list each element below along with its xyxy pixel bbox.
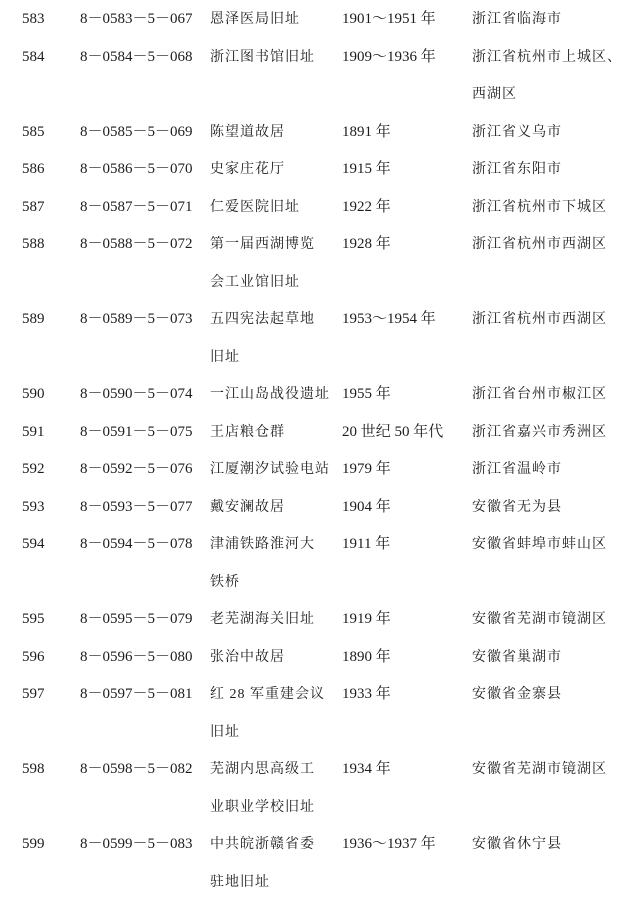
location-line: 安徽省蚌埠市蚌山区 [472, 537, 607, 552]
row-number: 597 [22, 686, 45, 702]
table-row [22, 39, 640, 114]
location-line: 浙江省台州市椒江区 [472, 387, 607, 402]
location [472, 414, 640, 452]
site-name-line: 一江山岛战役遗址 [210, 387, 330, 402]
site-name [210, 414, 342, 452]
location-line: 安徽省金寨县 [472, 687, 562, 702]
location-line: 浙江省杭州市下城区 [472, 199, 607, 215]
location [472, 489, 640, 527]
table-row [22, 601, 640, 639]
site-name-line: 中共皖浙赣省委 [210, 837, 315, 852]
site-name [210, 751, 342, 826]
site-name-line: 旧址 [210, 724, 240, 740]
period: 1909～1936 年 [342, 48, 436, 65]
table-row [22, 451, 640, 489]
heritage-code: 8－0596－5－080 [80, 648, 193, 665]
heritage-code: 8－0590－5－074 [80, 386, 193, 402]
table-row [22, 826, 640, 901]
period: 1955 年 [342, 386, 391, 402]
heritage-code: 8－0599－5－083 [80, 836, 193, 852]
period: 1919 年 [342, 611, 391, 627]
location-line: 浙江省东阳市 [472, 162, 562, 177]
location-line: 浙江省杭州市西湖区 [472, 312, 607, 327]
site-name [210, 601, 342, 639]
period: 1890 年 [342, 648, 391, 665]
period: 1934 年 [342, 761, 391, 777]
location-line: 浙江省临海市 [472, 12, 562, 27]
location [472, 751, 640, 826]
location-line: 浙江省温岭市 [472, 462, 562, 477]
row-number: 598 [22, 761, 45, 777]
location [472, 826, 640, 901]
site-name-line: 红 28 军重建会议 [210, 687, 325, 702]
site-name-line: 铁桥 [210, 574, 240, 590]
period: 1915 年 [342, 161, 391, 177]
site-name [210, 376, 342, 414]
site-name-line: 芜湖内思高级工 [210, 762, 315, 777]
location [472, 601, 640, 639]
site-name [210, 151, 342, 189]
location [472, 451, 640, 489]
location-line: 浙江省杭州市上城区、 [472, 49, 622, 65]
location [472, 39, 640, 114]
heritage-code: 8－0584－5－068 [80, 48, 193, 65]
heritage-code: 8－0593－5－077 [80, 498, 193, 515]
site-name-line: 老芜湖海关旧址 [210, 612, 315, 627]
site-name-line: 仁爱医院旧址 [210, 199, 300, 215]
heritage-code: 8－0588－5－072 [80, 236, 193, 252]
site-name [210, 451, 342, 489]
table-row [22, 676, 640, 751]
site-name [210, 39, 342, 114]
site-name-line: 戴安澜故居 [210, 499, 285, 515]
site-name-line: 王店粮仓群 [210, 424, 285, 440]
heritage-code: 8－0591－5－075 [80, 423, 193, 440]
location-line: 西湖区 [472, 87, 517, 102]
location [472, 114, 640, 152]
row-number: 591 [22, 423, 45, 440]
site-name [210, 301, 342, 376]
period: 20 世纪 50 年代 [342, 423, 444, 440]
location [472, 526, 640, 601]
period: 1922 年 [342, 198, 391, 215]
heritage-code: 8－0595－5－079 [80, 611, 193, 627]
table-row [22, 226, 640, 301]
location-line: 浙江省嘉兴市秀洲区 [472, 424, 607, 440]
row-number: 586 [22, 161, 45, 177]
heritage-code: 8－0598－5－082 [80, 761, 193, 777]
table-row [22, 639, 640, 677]
site-name-line: 业职业学校旧址 [210, 799, 315, 815]
site-name [210, 1, 342, 39]
site-name-line: 驻地旧址 [210, 874, 270, 890]
row-number: 587 [22, 198, 45, 215]
site-name [210, 526, 342, 601]
site-name [210, 189, 342, 227]
row-number: 595 [22, 611, 45, 627]
row-number: 583 [22, 11, 45, 27]
site-name [210, 826, 342, 901]
location-line: 安徽省休宁县 [472, 837, 562, 852]
row-number: 594 [22, 536, 45, 552]
heritage-code: 8－0597－5－081 [80, 686, 193, 702]
location-line: 安徽省芜湖市镜湖区 [472, 612, 607, 627]
location-line: 安徽省无为县 [472, 499, 562, 515]
location [472, 301, 640, 376]
row-number: 593 [22, 498, 45, 515]
site-name-line: 史家庄花厅 [210, 162, 285, 177]
site-name [210, 114, 342, 152]
heritage-code: 8－0583－5－067 [80, 11, 193, 27]
heritage-code: 8－0589－5－073 [80, 311, 193, 327]
period: 1911 年 [342, 536, 391, 552]
period: 1953～1954 年 [342, 311, 436, 327]
location-line: 安徽省芜湖市镜湖区 [472, 762, 607, 777]
location [472, 189, 640, 227]
heritage-code: 8－0594－5－078 [80, 536, 193, 552]
location [472, 639, 640, 677]
period: 1979 年 [342, 461, 391, 477]
site-name-line: 旧址 [210, 349, 240, 365]
row-number: 589 [22, 311, 45, 327]
row-number: 592 [22, 461, 45, 477]
site-name-line: 津浦铁路淮河大 [210, 537, 315, 552]
row-number: 590 [22, 386, 45, 402]
row-number: 588 [22, 236, 45, 252]
period: 1936～1937 年 [342, 836, 436, 852]
table-row [22, 1, 640, 39]
site-name-line: 张治中故居 [210, 649, 285, 665]
site-name-line: 江厦潮汐试验电站 [210, 462, 330, 477]
heritage-code: 8－0587－5－071 [80, 198, 193, 215]
period: 1904 年 [342, 498, 391, 515]
site-name [210, 226, 342, 301]
site-name-line: 五四宪法起草地 [210, 312, 315, 327]
location [472, 226, 640, 301]
site-name [210, 676, 342, 751]
table-row [22, 526, 640, 601]
site-name-line: 浙江图书馆旧址 [210, 49, 315, 65]
site-name-line: 第一届西湖博览 [210, 237, 315, 252]
table-row [22, 114, 640, 152]
row-number: 584 [22, 48, 45, 65]
site-name-line: 会工业馆旧址 [210, 274, 300, 290]
site-name-line: 恩泽医局旧址 [210, 12, 300, 27]
heritage-code: 8－0586－5－070 [80, 161, 193, 177]
period: 1933 年 [342, 686, 391, 702]
location [472, 151, 640, 189]
site-name [210, 489, 342, 527]
table-row [22, 376, 640, 414]
heritage-code: 8－0592－5－076 [80, 461, 193, 477]
heritage-code: 8－0585－5－069 [80, 123, 193, 140]
site-name-line: 陈望道故居 [210, 124, 285, 140]
period: 1891 年 [342, 123, 391, 140]
location [472, 376, 640, 414]
location-line: 浙江省义乌市 [472, 124, 562, 140]
table-row [22, 751, 640, 826]
table-row [22, 414, 640, 452]
table-row [22, 151, 640, 189]
table-row [22, 489, 640, 527]
period: 1928 年 [342, 236, 391, 252]
row-number: 596 [22, 648, 45, 665]
table-row [22, 189, 640, 227]
period: 1901～1951 年 [342, 11, 436, 27]
location-line: 安徽省巢湖市 [472, 649, 562, 665]
location [472, 676, 640, 751]
table-row [22, 301, 640, 376]
row-number: 585 [22, 123, 45, 140]
row-number: 599 [22, 836, 45, 852]
location [472, 1, 640, 39]
location-line: 浙江省杭州市西湖区 [472, 237, 607, 252]
site-name [210, 639, 342, 677]
